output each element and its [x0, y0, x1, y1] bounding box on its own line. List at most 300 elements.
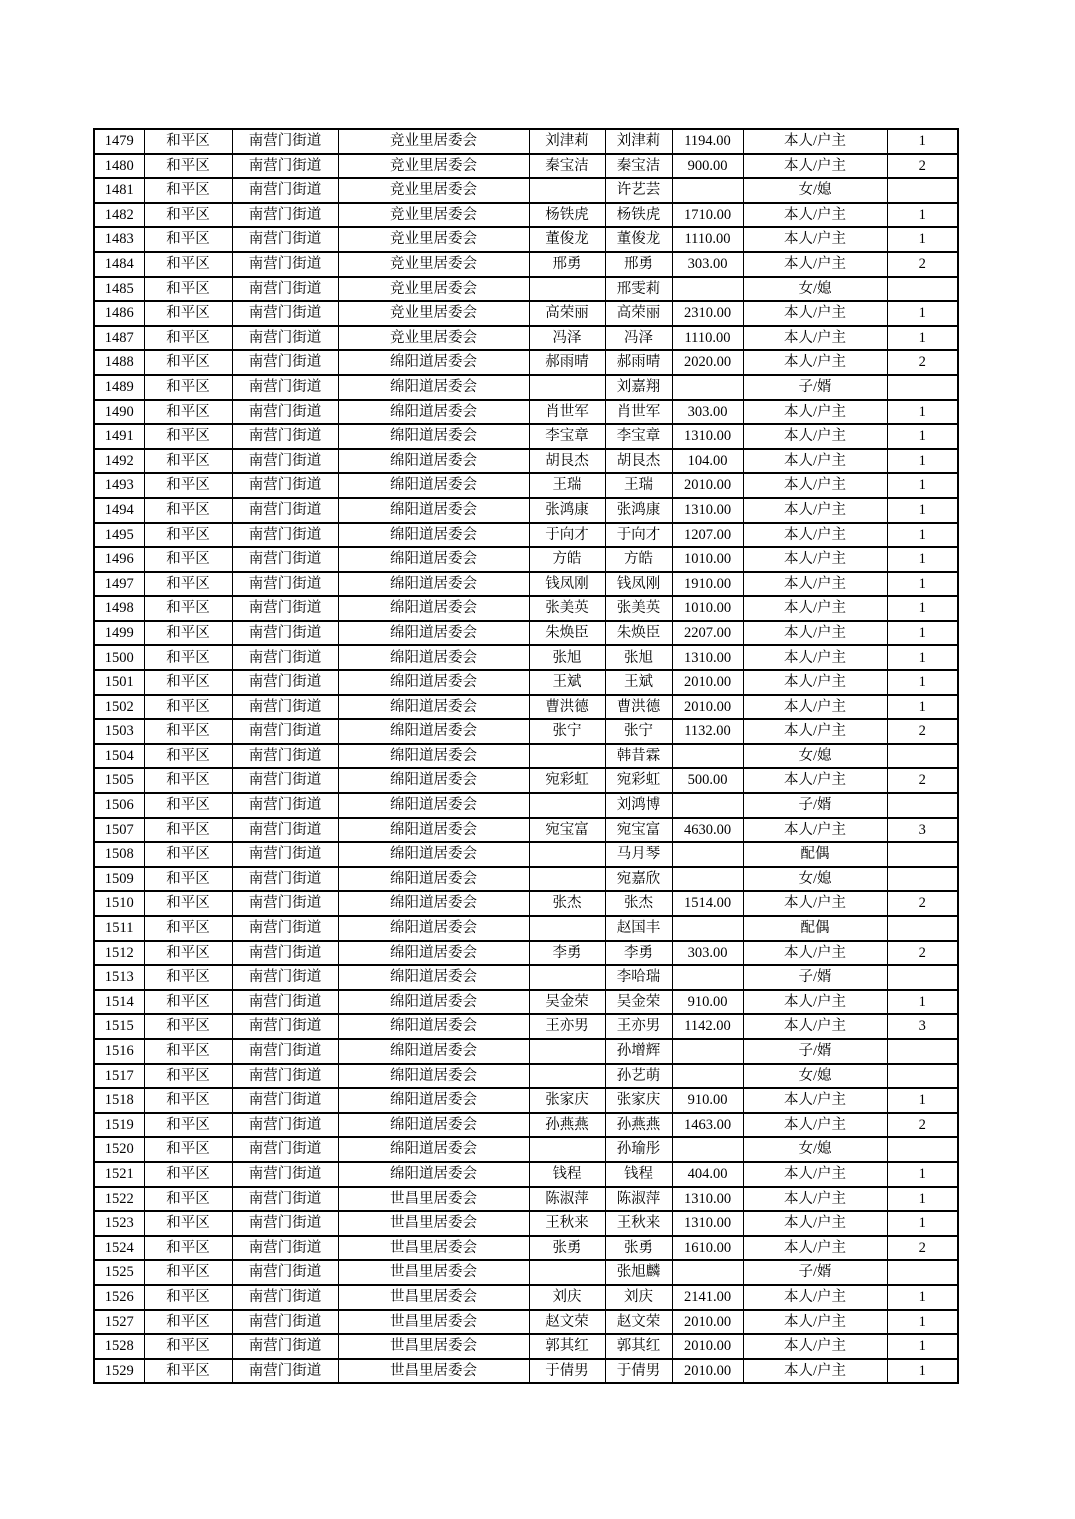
head-name-cell [529, 1260, 605, 1285]
head-name-cell [529, 277, 605, 302]
table-row [94, 154, 958, 179]
member-name-cell: 邢勇 [605, 252, 672, 277]
street-cell: 南营门街道 [232, 498, 338, 523]
member-count-cell: 1 [887, 400, 958, 425]
row-number-cell: 1524 [94, 1236, 144, 1261]
member-name-cell: 李哈瑞 [605, 965, 672, 990]
head-name-cell: 钱程 [529, 1162, 605, 1187]
street-cell: 南营门街道 [232, 547, 338, 572]
relation-cell: 本人/户主 [743, 523, 887, 548]
district-cell: 和平区 [144, 301, 232, 326]
amount-cell: 1310.00 [672, 1211, 743, 1236]
head-name-cell: 肖世军 [529, 400, 605, 425]
table-row [94, 1162, 958, 1187]
street-cell: 南营门街道 [232, 1285, 338, 1310]
table-row [94, 473, 958, 498]
street-cell: 南营门街道 [232, 768, 338, 793]
district-cell: 和平区 [144, 891, 232, 916]
member-count-cell: 2 [887, 350, 958, 375]
table-row [94, 1039, 958, 1064]
member-name-cell: 朱焕臣 [605, 621, 672, 646]
amount-cell: 1142.00 [672, 1014, 743, 1039]
row-number-cell: 1496 [94, 547, 144, 572]
district-cell: 和平区 [144, 670, 232, 695]
member-name-cell: 王亦男 [605, 1014, 672, 1039]
amount-cell: 2010.00 [672, 1310, 743, 1335]
member-count-cell [887, 277, 958, 302]
head-name-cell: 王瑞 [529, 473, 605, 498]
row-number-cell: 1514 [94, 990, 144, 1015]
head-name-cell: 钱凤刚 [529, 572, 605, 597]
head-name-cell: 赵文荣 [529, 1310, 605, 1335]
member-count-cell: 1 [887, 1359, 958, 1384]
street-cell: 南营门街道 [232, 1088, 338, 1113]
row-number-cell: 1516 [94, 1039, 144, 1064]
amount-cell: 2010.00 [672, 670, 743, 695]
amount-cell [672, 842, 743, 867]
head-name-cell: 朱焕臣 [529, 621, 605, 646]
row-number-cell: 1519 [94, 1113, 144, 1138]
street-cell: 南营门街道 [232, 1310, 338, 1335]
head-name-cell: 于向才 [529, 523, 605, 548]
member-count-cell: 1 [887, 227, 958, 252]
member-count-cell: 1 [887, 1310, 958, 1335]
street-cell: 南营门街道 [232, 1187, 338, 1212]
relation-cell: 子/婿 [743, 793, 887, 818]
row-number-cell: 1482 [94, 203, 144, 228]
committee-cell: 竞业里居委会 [338, 326, 529, 351]
district-cell: 和平区 [144, 965, 232, 990]
amount-cell [672, 178, 743, 203]
street-cell: 南营门街道 [232, 1162, 338, 1187]
table-row [94, 572, 958, 597]
committee-cell: 世昌里居委会 [338, 1211, 529, 1236]
row-number-cell: 1522 [94, 1187, 144, 1212]
amount-cell [672, 867, 743, 892]
member-count-cell: 2 [887, 719, 958, 744]
street-cell: 南营门街道 [232, 1236, 338, 1261]
row-number-cell: 1479 [94, 129, 144, 154]
member-count-cell [887, 1039, 958, 1064]
member-name-cell: 张家庆 [605, 1088, 672, 1113]
relation-cell: 本人/户主 [743, 818, 887, 843]
district-cell: 和平区 [144, 1359, 232, 1384]
district-cell: 和平区 [144, 498, 232, 523]
row-number-cell: 1485 [94, 277, 144, 302]
district-cell: 和平区 [144, 719, 232, 744]
district-cell: 和平区 [144, 916, 232, 941]
head-name-cell: 张旭 [529, 645, 605, 670]
table-row [94, 990, 958, 1015]
table-row [94, 1236, 958, 1261]
table-row [94, 523, 958, 548]
committee-cell: 世昌里居委会 [338, 1236, 529, 1261]
member-name-cell: 孙艺萌 [605, 1064, 672, 1089]
row-number-cell: 1503 [94, 719, 144, 744]
table-row [94, 645, 958, 670]
head-name-cell: 邢勇 [529, 252, 605, 277]
committee-cell: 绵阳道居委会 [338, 842, 529, 867]
member-count-cell: 1 [887, 990, 958, 1015]
district-cell: 和平区 [144, 277, 232, 302]
member-name-cell: 韩昔霖 [605, 744, 672, 769]
district-cell: 和平区 [144, 178, 232, 203]
member-count-cell: 1 [887, 301, 958, 326]
member-name-cell: 孙增辉 [605, 1039, 672, 1064]
street-cell: 南营门街道 [232, 695, 338, 720]
head-name-cell: 陈淑萍 [529, 1187, 605, 1212]
head-name-cell [529, 965, 605, 990]
head-name-cell: 张宁 [529, 719, 605, 744]
member-count-cell: 1 [887, 473, 958, 498]
committee-cell: 绵阳道居委会 [338, 375, 529, 400]
table-row [94, 818, 958, 843]
amount-cell [672, 916, 743, 941]
member-count-cell: 1 [887, 326, 958, 351]
row-number-cell: 1528 [94, 1334, 144, 1359]
committee-cell: 绵阳道居委会 [338, 1014, 529, 1039]
committee-cell: 绵阳道居委会 [338, 498, 529, 523]
member-count-cell: 1 [887, 1088, 958, 1113]
district-cell: 和平区 [144, 572, 232, 597]
member-count-cell: 2 [887, 154, 958, 179]
relation-cell: 本人/户主 [743, 645, 887, 670]
table-row [94, 301, 958, 326]
member-name-cell: 王斌 [605, 670, 672, 695]
table-row [94, 1334, 958, 1359]
row-number-cell: 1506 [94, 793, 144, 818]
district-cell: 和平区 [144, 621, 232, 646]
relation-cell: 配偶 [743, 842, 887, 867]
head-name-cell: 曹洪德 [529, 695, 605, 720]
member-name-cell: 孙瑜彤 [605, 1137, 672, 1162]
member-name-cell: 赵文荣 [605, 1310, 672, 1335]
committee-cell: 绵阳道居委会 [338, 572, 529, 597]
district-cell: 和平区 [144, 1088, 232, 1113]
row-number-cell: 1490 [94, 400, 144, 425]
table-row [94, 350, 958, 375]
member-count-cell: 3 [887, 1014, 958, 1039]
table-row [94, 252, 958, 277]
street-cell: 南营门街道 [232, 916, 338, 941]
table-row [94, 1137, 958, 1162]
member-name-cell: 许艺芸 [605, 178, 672, 203]
member-count-cell: 1 [887, 523, 958, 548]
district-cell: 和平区 [144, 695, 232, 720]
amount-cell [672, 793, 743, 818]
relation-cell: 本人/户主 [743, 695, 887, 720]
amount-cell [672, 744, 743, 769]
row-number-cell: 1502 [94, 695, 144, 720]
relation-cell: 本人/户主 [743, 1359, 887, 1384]
row-number-cell: 1509 [94, 867, 144, 892]
amount-cell [672, 1064, 743, 1089]
street-cell: 南营门街道 [232, 277, 338, 302]
committee-cell: 世昌里居委会 [338, 1310, 529, 1335]
member-name-cell: 高荣丽 [605, 301, 672, 326]
member-name-cell: 马月琴 [605, 842, 672, 867]
member-name-cell: 陈淑萍 [605, 1187, 672, 1212]
member-count-cell: 1 [887, 670, 958, 695]
table-row [94, 842, 958, 867]
member-name-cell: 于倩男 [605, 1359, 672, 1384]
relation-cell: 子/婿 [743, 1260, 887, 1285]
head-name-cell: 孙燕燕 [529, 1113, 605, 1138]
relation-cell: 本人/户主 [743, 227, 887, 252]
member-name-cell: 张宁 [605, 719, 672, 744]
member-count-cell: 1 [887, 424, 958, 449]
committee-cell: 绵阳道居委会 [338, 350, 529, 375]
table-row [94, 129, 958, 154]
committee-cell: 绵阳道居委会 [338, 1088, 529, 1113]
head-name-cell [529, 867, 605, 892]
row-number-cell: 1501 [94, 670, 144, 695]
head-name-cell: 刘津莉 [529, 129, 605, 154]
row-number-cell: 1492 [94, 449, 144, 474]
committee-cell: 绵阳道居委会 [338, 916, 529, 941]
member-count-cell [887, 793, 958, 818]
head-name-cell: 郭其红 [529, 1334, 605, 1359]
member-name-cell: 张勇 [605, 1236, 672, 1261]
street-cell: 南营门街道 [232, 572, 338, 597]
amount-cell: 1010.00 [672, 547, 743, 572]
member-count-cell: 2 [887, 891, 958, 916]
head-name-cell: 张勇 [529, 1236, 605, 1261]
relation-cell: 本人/户主 [743, 891, 887, 916]
table-row [94, 1310, 958, 1335]
amount-cell: 1463.00 [672, 1113, 743, 1138]
street-cell: 南营门街道 [232, 203, 338, 228]
member-count-cell: 1 [887, 621, 958, 646]
committee-cell: 竞业里居委会 [338, 203, 529, 228]
member-count-cell [887, 867, 958, 892]
relation-cell: 本人/户主 [743, 719, 887, 744]
amount-cell: 303.00 [672, 400, 743, 425]
street-cell: 南营门街道 [232, 645, 338, 670]
amount-cell: 2020.00 [672, 350, 743, 375]
member-count-cell [887, 1064, 958, 1089]
head-name-cell [529, 178, 605, 203]
district-cell: 和平区 [144, 941, 232, 966]
member-name-cell: 张美英 [605, 596, 672, 621]
relation-cell: 女/媳 [743, 744, 887, 769]
head-name-cell: 刘庆 [529, 1285, 605, 1310]
row-number-cell: 1486 [94, 301, 144, 326]
amount-cell: 2010.00 [672, 1334, 743, 1359]
street-cell: 南营门街道 [232, 965, 338, 990]
amount-cell: 2207.00 [672, 621, 743, 646]
member-count-cell: 1 [887, 449, 958, 474]
district-cell: 和平区 [144, 1211, 232, 1236]
row-number-cell: 1505 [94, 768, 144, 793]
relation-cell: 本人/户主 [743, 252, 887, 277]
amount-cell: 500.00 [672, 768, 743, 793]
member-name-cell: 张杰 [605, 891, 672, 916]
head-name-cell: 王秋来 [529, 1211, 605, 1236]
committee-cell: 世昌里居委会 [338, 1187, 529, 1212]
district-cell: 和平区 [144, 1310, 232, 1335]
amount-cell: 900.00 [672, 154, 743, 179]
member-count-cell [887, 842, 958, 867]
street-cell: 南营门街道 [232, 1064, 338, 1089]
committee-cell: 竞业里居委会 [338, 129, 529, 154]
row-number-cell: 1526 [94, 1285, 144, 1310]
district-cell: 和平区 [144, 818, 232, 843]
table-row [94, 965, 958, 990]
member-count-cell [887, 916, 958, 941]
member-name-cell: 冯泽 [605, 326, 672, 351]
district-cell: 和平区 [144, 1039, 232, 1064]
row-number-cell: 1481 [94, 178, 144, 203]
table-row [94, 1211, 958, 1236]
district-cell: 和平区 [144, 547, 232, 572]
amount-cell [672, 1039, 743, 1064]
head-name-cell: 冯泽 [529, 326, 605, 351]
committee-cell: 绵阳道居委会 [338, 719, 529, 744]
head-name-cell: 方皓 [529, 547, 605, 572]
district-cell: 和平区 [144, 523, 232, 548]
relation-cell: 本人/户主 [743, 498, 887, 523]
head-name-cell: 张杰 [529, 891, 605, 916]
district-cell: 和平区 [144, 1285, 232, 1310]
relation-cell: 本人/户主 [743, 449, 887, 474]
committee-cell: 绵阳道居委会 [338, 596, 529, 621]
relation-cell: 本人/户主 [743, 941, 887, 966]
resident-household-table [93, 128, 959, 1384]
committee-cell: 竞业里居委会 [338, 277, 529, 302]
table-row [94, 768, 958, 793]
street-cell: 南营门街道 [232, 252, 338, 277]
committee-cell: 绵阳道居委会 [338, 1137, 529, 1162]
member-count-cell: 1 [887, 596, 958, 621]
member-count-cell: 1 [887, 547, 958, 572]
amount-cell: 1110.00 [672, 227, 743, 252]
committee-cell: 绵阳道居委会 [338, 621, 529, 646]
committee-cell: 绵阳道居委会 [338, 670, 529, 695]
row-number-cell: 1510 [94, 891, 144, 916]
table-row [94, 670, 958, 695]
table-row [94, 400, 958, 425]
relation-cell: 本人/户主 [743, 547, 887, 572]
relation-cell: 本人/户主 [743, 768, 887, 793]
street-cell: 南营门街道 [232, 719, 338, 744]
member-name-cell: 王秋来 [605, 1211, 672, 1236]
member-name-cell: 钱凤刚 [605, 572, 672, 597]
amount-cell: 404.00 [672, 1162, 743, 1187]
row-number-cell: 1508 [94, 842, 144, 867]
row-number-cell: 1480 [94, 154, 144, 179]
row-number-cell: 1497 [94, 572, 144, 597]
head-name-cell: 李勇 [529, 941, 605, 966]
relation-cell: 本人/户主 [743, 572, 887, 597]
committee-cell: 世昌里居委会 [338, 1260, 529, 1285]
district-cell: 和平区 [144, 449, 232, 474]
amount-cell: 1010.00 [672, 596, 743, 621]
street-cell: 南营门街道 [232, 1334, 338, 1359]
row-number-cell: 1483 [94, 227, 144, 252]
committee-cell: 绵阳道居委会 [338, 645, 529, 670]
district-cell: 和平区 [144, 793, 232, 818]
committee-cell: 世昌里居委会 [338, 1334, 529, 1359]
table-row [94, 916, 958, 941]
head-name-cell: 张美英 [529, 596, 605, 621]
row-number-cell: 1500 [94, 645, 144, 670]
relation-cell: 女/媳 [743, 1064, 887, 1089]
member-name-cell: 宛彩虹 [605, 768, 672, 793]
member-name-cell: 杨铁虎 [605, 203, 672, 228]
head-name-cell: 王亦男 [529, 1014, 605, 1039]
table-row [94, 326, 958, 351]
amount-cell: 2310.00 [672, 301, 743, 326]
street-cell: 南营门街道 [232, 941, 338, 966]
street-cell: 南营门街道 [232, 1359, 338, 1384]
member-count-cell: 1 [887, 645, 958, 670]
relation-cell: 本人/户主 [743, 154, 887, 179]
table-body [94, 129, 958, 1383]
member-count-cell: 1 [887, 1285, 958, 1310]
row-number-cell: 1499 [94, 621, 144, 646]
relation-cell: 本人/户主 [743, 1211, 887, 1236]
row-number-cell: 1498 [94, 596, 144, 621]
table-row [94, 178, 958, 203]
head-name-cell: 董俊龙 [529, 227, 605, 252]
member-count-cell: 1 [887, 1162, 958, 1187]
committee-cell: 竞业里居委会 [338, 154, 529, 179]
committee-cell: 绵阳道居委会 [338, 818, 529, 843]
member-name-cell: 李勇 [605, 941, 672, 966]
amount-cell [672, 277, 743, 302]
committee-cell: 绵阳道居委会 [338, 1064, 529, 1089]
relation-cell: 本人/户主 [743, 1310, 887, 1335]
row-number-cell: 1512 [94, 941, 144, 966]
amount-cell: 910.00 [672, 1088, 743, 1113]
amount-cell: 2010.00 [672, 695, 743, 720]
member-name-cell: 王瑞 [605, 473, 672, 498]
row-number-cell: 1484 [94, 252, 144, 277]
relation-cell: 女/媳 [743, 867, 887, 892]
street-cell: 南营门街道 [232, 891, 338, 916]
table-row [94, 719, 958, 744]
district-cell: 和平区 [144, 326, 232, 351]
committee-cell: 绵阳道居委会 [338, 891, 529, 916]
district-cell: 和平区 [144, 227, 232, 252]
relation-cell: 子/婿 [743, 965, 887, 990]
row-number-cell: 1507 [94, 818, 144, 843]
amount-cell: 104.00 [672, 449, 743, 474]
table-row [94, 277, 958, 302]
relation-cell: 本人/户主 [743, 990, 887, 1015]
amount-cell: 1310.00 [672, 1187, 743, 1212]
street-cell: 南营门街道 [232, 621, 338, 646]
member-count-cell: 1 [887, 572, 958, 597]
street-cell: 南营门街道 [232, 326, 338, 351]
row-number-cell: 1518 [94, 1088, 144, 1113]
member-count-cell: 1 [887, 203, 958, 228]
head-name-cell: 宛宝富 [529, 818, 605, 843]
committee-cell: 绵阳道居委会 [338, 547, 529, 572]
relation-cell: 本人/户主 [743, 596, 887, 621]
table-row [94, 498, 958, 523]
amount-cell [672, 1137, 743, 1162]
committee-cell: 绵阳道居委会 [338, 867, 529, 892]
head-name-cell [529, 1039, 605, 1064]
table-row [94, 1359, 958, 1384]
relation-cell: 子/婿 [743, 375, 887, 400]
head-name-cell: 秦宝洁 [529, 154, 605, 179]
row-number-cell: 1523 [94, 1211, 144, 1236]
relation-cell: 本人/户主 [743, 473, 887, 498]
head-name-cell: 吴金荣 [529, 990, 605, 1015]
